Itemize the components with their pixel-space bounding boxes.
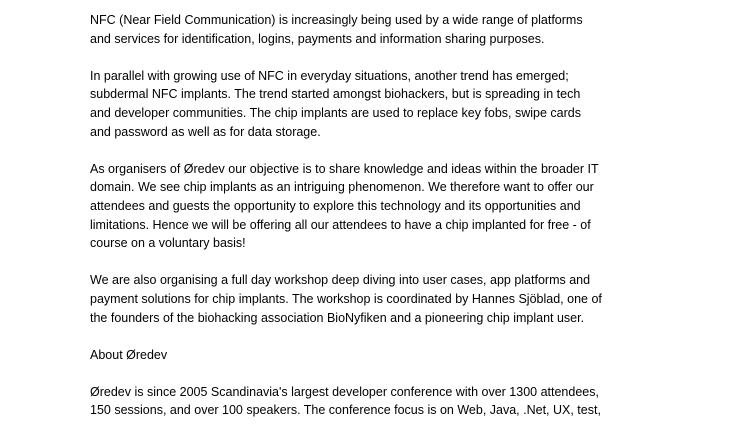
- paragraph-nfc-intro: [90, 11, 740, 48]
- section-heading-about: [90, 346, 740, 365]
- paragraph-about-oredev: [90, 383, 740, 420]
- paragraph-workshop: [90, 271, 740, 327]
- paragraph-oredev-objective: [90, 160, 740, 253]
- text-line: NFC (Near Field Communication) is increasingly being used by a wide range of platforms: [90, 13, 583, 27]
- text-line: Øredev is since 2005 Scandinavia's largest developer conference with over 1300 attendees,: [90, 384, 599, 399]
- heading-text: About Øredev: [90, 347, 168, 362]
- text-line: In parallel with growing use of NFC in everyday situations, another trend has emerged;: [90, 68, 569, 83]
- text-line: and password as well as for data storage.: [90, 124, 321, 139]
- text-line: and services for identification, logins, payments and information sharing purposes.: [90, 31, 545, 46]
- document-body: [90, 11, 740, 439]
- text-line: limitations. Hence we will be offering all our attendees to have a chip implanted for free - of: [90, 217, 591, 232]
- text-line: 150 sessions, and over 100 speakers. The conference focus is on Web, Java, .Net, UX, test,: [90, 403, 601, 418]
- text-line: As organisers of Øredev our objective is to share knowledge and ideas within the broader IT: [90, 161, 599, 176]
- text-line: and developer communities. The chip implants are used to replace key fobs, swipe cards: [90, 105, 581, 120]
- text-line: attendees and guests the opportunity to explore this technology and its opportunities and: [90, 198, 581, 213]
- text-line: course on a voluntary basis!: [90, 236, 246, 251]
- text-line: domain. We see chip implants as an intriguing phenomenon. We therefore want to offer our: [90, 180, 594, 195]
- text-line: subdermal NFC implants. The trend started amongst biohackers, but is spreading in tech: [90, 87, 581, 102]
- paragraph-implant-trend: [90, 67, 740, 141]
- text-line: payment solutions for chip implants. The workshop is coordinated by Hannes Sjöblad, one of: [90, 291, 602, 306]
- text-line: the founders of the biohacking association BioNyfiken and a pioneering chip implant user.: [90, 310, 585, 325]
- text-line: We are also organising a full day workshop deep diving into user cases, app platforms and: [90, 273, 591, 288]
